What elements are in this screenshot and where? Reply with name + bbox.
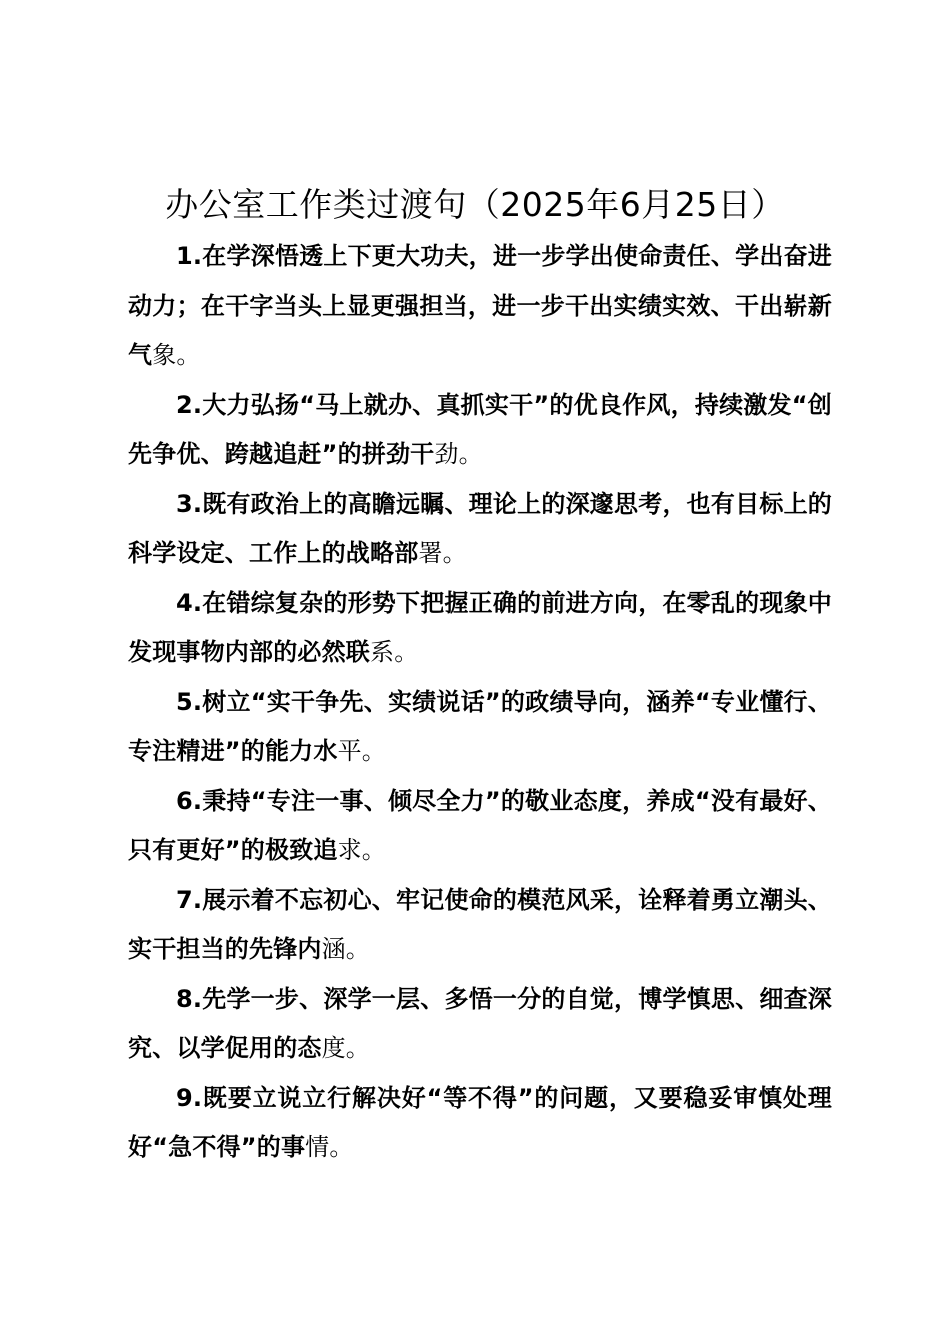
item-8-tail: 度。 xyxy=(321,1034,371,1062)
item-7-tail: 涵。 xyxy=(321,935,371,963)
item-1-tail: 象。 xyxy=(152,341,201,369)
item-5-text: 5.树立“实干争先、实绩说话”的政绩导向，涵养“专业懂行、专注精进”的能力水 xyxy=(128,687,832,765)
item-9-text: 9.既要立说立行解决好“等不得”的问题，又要稳妥审慎处理好“急不得”的事 xyxy=(128,1083,832,1161)
item-8-text: 8.先学一步、深学一层、多悟一分的自觉，博学慎思、细查深究、以学促用的态 xyxy=(128,984,832,1062)
document-title: 办公室工作类过渡句（2025年6月25日） xyxy=(165,185,785,224)
transition-sentence-list xyxy=(128,232,832,1173)
list-item-4 xyxy=(128,579,832,678)
item-3-tail: 署。 xyxy=(418,539,467,567)
item-3-text: 3.既有政治上的高瞻远瞩、理论上的深邃思考，也有目标上的科学设定、工作上的战略部 xyxy=(128,489,832,567)
list-item-7 xyxy=(128,876,832,975)
item-6-tail: 求。 xyxy=(337,836,386,864)
item-4-text: 4.在错综复杂的形势下把握正确的前进方向，在零乱的现象中发现事物内部的必然联 xyxy=(128,588,832,666)
list-item-5 xyxy=(128,678,832,777)
item-6-text: 6.秉持“专注一事、倾尽全力”的敬业态度，养成“没有最好、只有更好”的极致追 xyxy=(128,786,832,864)
list-item-6 xyxy=(128,777,832,876)
item-9-tail: 情。 xyxy=(305,1133,354,1161)
list-item-8 xyxy=(128,975,832,1074)
list-item-9 xyxy=(128,1074,832,1173)
item-7-text: 7.展示着不忘初心、牢记使命的模范风采，诠释着勇立潮头、实干担当的先锋内 xyxy=(128,885,832,963)
item-1-text: 1.在学深悟透上下更大功夫，进一步学出使命责任、学出奋进动力；在干字当头上显更强担当，进一步干出实绩实效、干出崭新气 xyxy=(128,242,832,369)
list-item-1 xyxy=(128,232,832,381)
item-2-text: 2.大力弘扬“马上就办、真抓实干”的优良作风，持续激发“创先争优、跨越追赶”的拼劲干 xyxy=(128,390,832,468)
list-item-2 xyxy=(128,381,832,480)
item-2-tail: 劲。 xyxy=(434,440,483,468)
item-4-tail: 系。 xyxy=(370,638,419,666)
item-5-tail: 平。 xyxy=(337,737,386,765)
list-item-3 xyxy=(128,480,832,579)
